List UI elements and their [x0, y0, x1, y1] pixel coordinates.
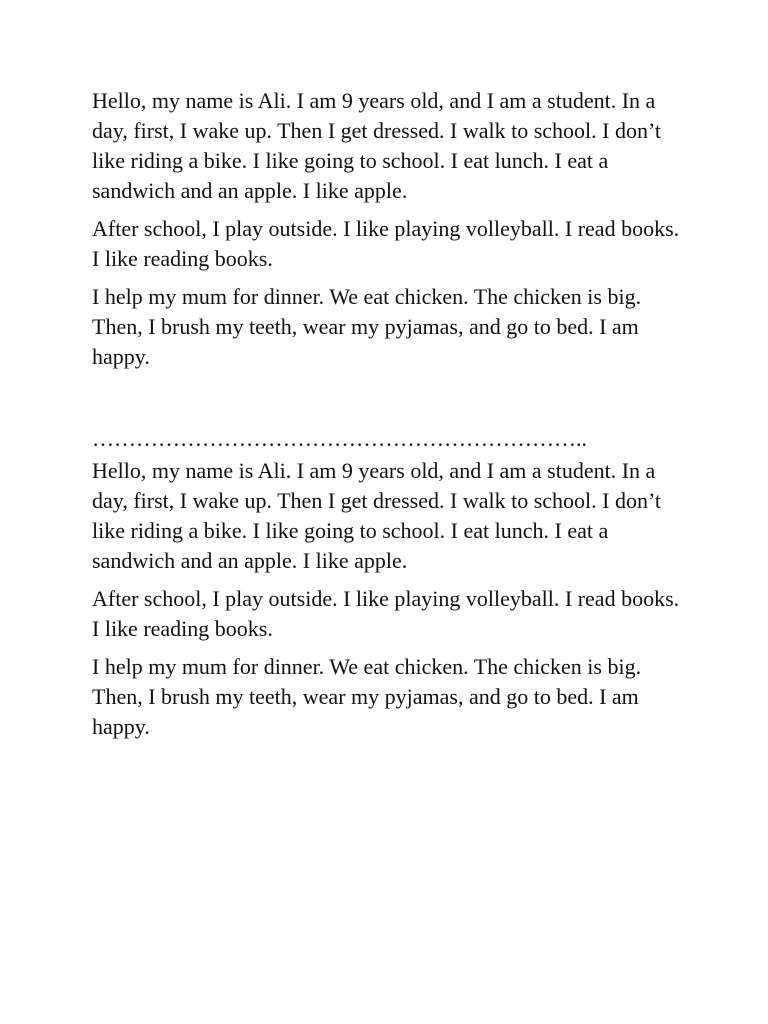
document-page	[92, 86, 691, 750]
paragraph-dinner: I help my mum for dinner. We eat chicken. The chicken is big. Then, I brush my teeth, wear my pyjamas, and go to bed. I am happy.	[92, 284, 647, 369]
paragraph-after-school: After school, I play outside. I like playing volleyball. I read books. I like reading books.	[92, 586, 691, 641]
paragraph-intro: Hello, my name is Ali. I am 9 years old, and I am a student. In a day, first, I wake up. Then I get dressed. I walk to school. I don’t like riding a bike. I like going to school. I eat lunch. I eat a sandwich and an apple. I like apple.	[92, 458, 667, 573]
paragraph-after-school: After school, I play outside. I like playing volleyball. I read books. I like reading books.	[92, 216, 691, 271]
paragraph-intro: Hello, my name is Ali. I am 9 years old, and I am a student. In a day, first, I wake up. Then I get dressed. I walk to school. I don’t like riding a bike. I like going to school. I eat lunch. I eat a sandwich and an apple. I like apple.	[92, 88, 667, 203]
dotted-separator: …………………………………………………………..	[92, 426, 587, 451]
text-block-first	[92, 86, 691, 372]
text-block-second	[92, 456, 691, 742]
paragraph-dinner: I help my mum for dinner. We eat chicken. The chicken is big. Then, I brush my teeth, wear my pyjamas, and go to bed. I am happy.	[92, 654, 647, 739]
